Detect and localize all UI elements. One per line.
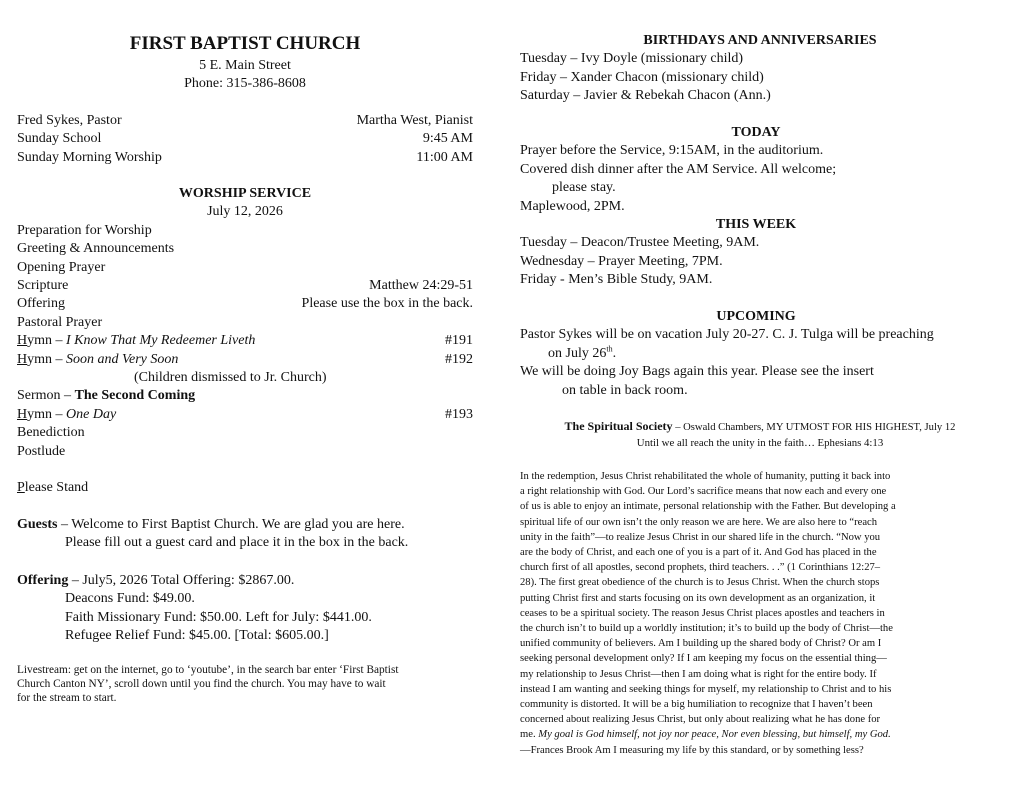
worship-label: Sunday Morning Worship (17, 149, 162, 165)
sunday-school-row (17, 130, 473, 148)
pastor-name: Fred Sykes, Pastor (17, 113, 122, 128)
order-greeting: Greeting & Announcements (17, 241, 175, 257)
church-name: FIRST BAPTIST CHURCH (129, 33, 361, 54)
offering-faith: Faith Missionary Fund: $50.00. Left for July: $441.00. (65, 609, 372, 625)
livestream-line-2: Church Canton NY’, scroll down until you find the church. You may have to wait (17, 678, 386, 690)
devotional-line: my relationship to Jesus Christ—then I am doing what is right for the entire body. If (520, 668, 877, 680)
livestream-line-3: for the stream to start. (17, 692, 117, 704)
sermon-title: The Second Coming (74, 388, 196, 404)
today-section (520, 124, 992, 216)
devotional-line: instead I am wanting and seeking things for myself, my relationship to Christ and to his (520, 683, 892, 695)
devotional-line: In the redemption, Jesus Christ rehabilitated the whole of humanity, putting it back into (520, 471, 891, 482)
devotional-line: unified community of believers. Am I building up the shared body of Christ? Or am I (520, 638, 882, 650)
upcoming-title: UPCOMING (716, 309, 796, 324)
devotional-line: putting Christ first and starts focusing on its own development as an organization, it (520, 592, 876, 604)
devotional-title: The Spiritual Society (564, 419, 673, 433)
devotional-final-line: —Frances Brook Am I measuring my life by this standard, or by something less? (520, 744, 864, 756)
devotional-line: of us is able to enjoy an intimate, personal relationship with the Father. But developing a (520, 501, 896, 513)
order-postlude: Postlude (17, 443, 66, 459)
upcoming-line-2: on July 26th. (548, 344, 617, 361)
devotional-line: spiritual life of our own isn’t the only reason we are here. We are also here to “reach (520, 516, 878, 528)
hymn-3-title: Hymn – One Day (17, 406, 117, 422)
birthdays-title: BIRTHDAYS AND ANNIVERSARIES (643, 33, 877, 48)
sunday-school-label: Sunday School (17, 131, 102, 147)
order-offering (17, 295, 473, 313)
devotional (520, 418, 992, 451)
worship-service-title: WORSHIP SERVICE (178, 186, 312, 201)
church-address: 5 E. Main Street (199, 58, 291, 73)
upcoming-line-3: We will be doing Joy Bags again this year. Please see the insert (520, 364, 874, 380)
birthday-3: Saturday – Javier & Rebekah Chacon (Ann.) (520, 88, 771, 104)
church-phone: Phone: 315-386-8608 (184, 76, 306, 91)
hymn-1-title: Hymn – I Know That My Redeemer Liveth (17, 333, 256, 349)
sunday-school-time: 9:45 AM (422, 131, 473, 147)
birthday-2: Friday – Xander Chacon (missionary child) (520, 69, 764, 85)
devotional-line: seeking personal development only? If I am keeping my focus on the essential thing— (520, 653, 887, 665)
order-benediction: Benediction (17, 425, 85, 441)
today-line-1: Prayer before the Service, 9:15AM, in the auditorium. (520, 143, 824, 159)
devotional-line: 28). The first great obedience of the church is to Jesus Christ. When the church stops (520, 577, 880, 589)
hymn-3-number: #193 (445, 406, 473, 422)
order-hymn-1 (17, 332, 473, 350)
worship-row (17, 149, 473, 167)
devotional-line: ceases to be a spiritual society. The reason Jesus Christ places apostles and teachers in (520, 607, 885, 619)
devotional-line: community is distorted. It will be a big humiliation to recognize that I haven’t been (520, 699, 873, 711)
this-week-title: THIS WEEK (715, 217, 797, 232)
upcoming-line-4: on table in back room. (562, 382, 688, 398)
devotional-quote-line: me. My goal is God himself, not joy nor peace, Nor even blessing, but himself, my God. (520, 729, 891, 741)
scripture-label: Scripture (17, 278, 69, 294)
livestream-note (17, 663, 473, 705)
guests-line-2: Please fill out a guest card and place it in the box in the back. (65, 535, 409, 551)
order-sermon: Sermon – The Second Coming (17, 388, 196, 404)
offering-label: Offering (17, 296, 65, 312)
devotional-heading (520, 418, 992, 436)
staff-block (17, 112, 473, 167)
scripture-ref: Matthew 24:29-51 (369, 278, 473, 294)
devotional-source: – Oswald Chambers, MY UTMOST FOR HIS HIGHEST, July 12 (672, 422, 956, 433)
birthday-1: Tuesday – Ivy Doyle (missionary child) (520, 51, 744, 67)
devotional-line: a right relationship with God. Our Lord’s sacrifice means that now each and every one (520, 486, 887, 498)
guests-section (17, 516, 473, 553)
week-line-1: Tuesday – Deacon/Trustee Meeting, 9AM. (520, 235, 760, 251)
devotional-line: the church isn’t to build up a worldly institution; it’s to build up the body of Christ—the (520, 623, 893, 635)
worship-time: 11:00 AM (416, 149, 473, 165)
children-dismissed: (Children dismissed to Jr. Church) (134, 370, 327, 386)
today-line-2: Covered dish dinner after the AM Service. All welcome; (520, 161, 837, 177)
hymn-2-number: #192 (445, 351, 473, 367)
please-stand-note: Please Stand (17, 480, 89, 496)
today-line-4: Maplewood, 2PM. (520, 198, 625, 214)
week-line-2: Wednesday – Prayer Meeting, 7PM. (520, 253, 723, 269)
week-line-3: Friday - Men’s Bible Study, 9AM. (520, 272, 713, 288)
this-week-section (520, 216, 992, 290)
hymn-2-title: Hymn – Soon and Very Soon (17, 351, 179, 367)
order-hymn-3 (17, 406, 473, 424)
devotional-body (520, 469, 992, 758)
worship-service-date: July 12, 2026 (207, 204, 283, 220)
offering-refugee: Refugee Relief Fund: $45.00. [Total: $605.00.] (65, 628, 329, 644)
order-opening-prayer: Opening Prayer (17, 259, 106, 275)
today-line-3: please stay. (552, 180, 616, 196)
devotional-line: unity in the faith”—to realize Jesus Christ in our shared life in the church. “Now you (520, 531, 881, 543)
devotional-line: concerned about realizing Jesus Christ, but only about realizing what he has done for (520, 714, 881, 726)
devotional-line: church first of all apostles, second prophets, third teachers. . .” (1 Corinthians 12:27– (520, 562, 881, 574)
today-title: TODAY (731, 125, 781, 140)
offering-report (17, 572, 473, 646)
hymn-1-number: #191 (445, 333, 473, 349)
devotional-line: are the body of Christ, and each one of you is a part of it. And God has placed in the (520, 547, 877, 559)
order-prep: Preparation for Worship (17, 222, 152, 238)
offering-deacons: Deacons Fund: $49.00. (65, 591, 195, 607)
upcoming-line-1: Pastor Sykes will be on vacation July 20-27. C. J. Tulga will be preaching (520, 327, 934, 343)
livestream-line-1: Livestream: get on the internet, go to ‘youtube’, in the search bar enter ‘First Baptist (17, 664, 399, 676)
pastor-row (17, 112, 473, 130)
order-pastoral-prayer: Pastoral Prayer (17, 314, 103, 330)
offering-total-line: Offering – July5, 2026 Total Offering: $2867.00. (17, 573, 295, 588)
guests-line-1: Guests – Welcome to First Baptist Church. We are glad you are here. (17, 517, 405, 532)
devotional-verse: Until we all reach the unity in the faith… Ephesians 4:13 (636, 437, 884, 449)
pianist-name: Martha West, Pianist (356, 113, 473, 128)
offering-note: Please use the box in the back. (301, 296, 473, 312)
order-hymn-2 (17, 351, 473, 369)
worship-service (17, 185, 473, 498)
upcoming-section (520, 308, 992, 400)
birthdays-section (520, 32, 992, 106)
order-scripture (17, 277, 473, 295)
